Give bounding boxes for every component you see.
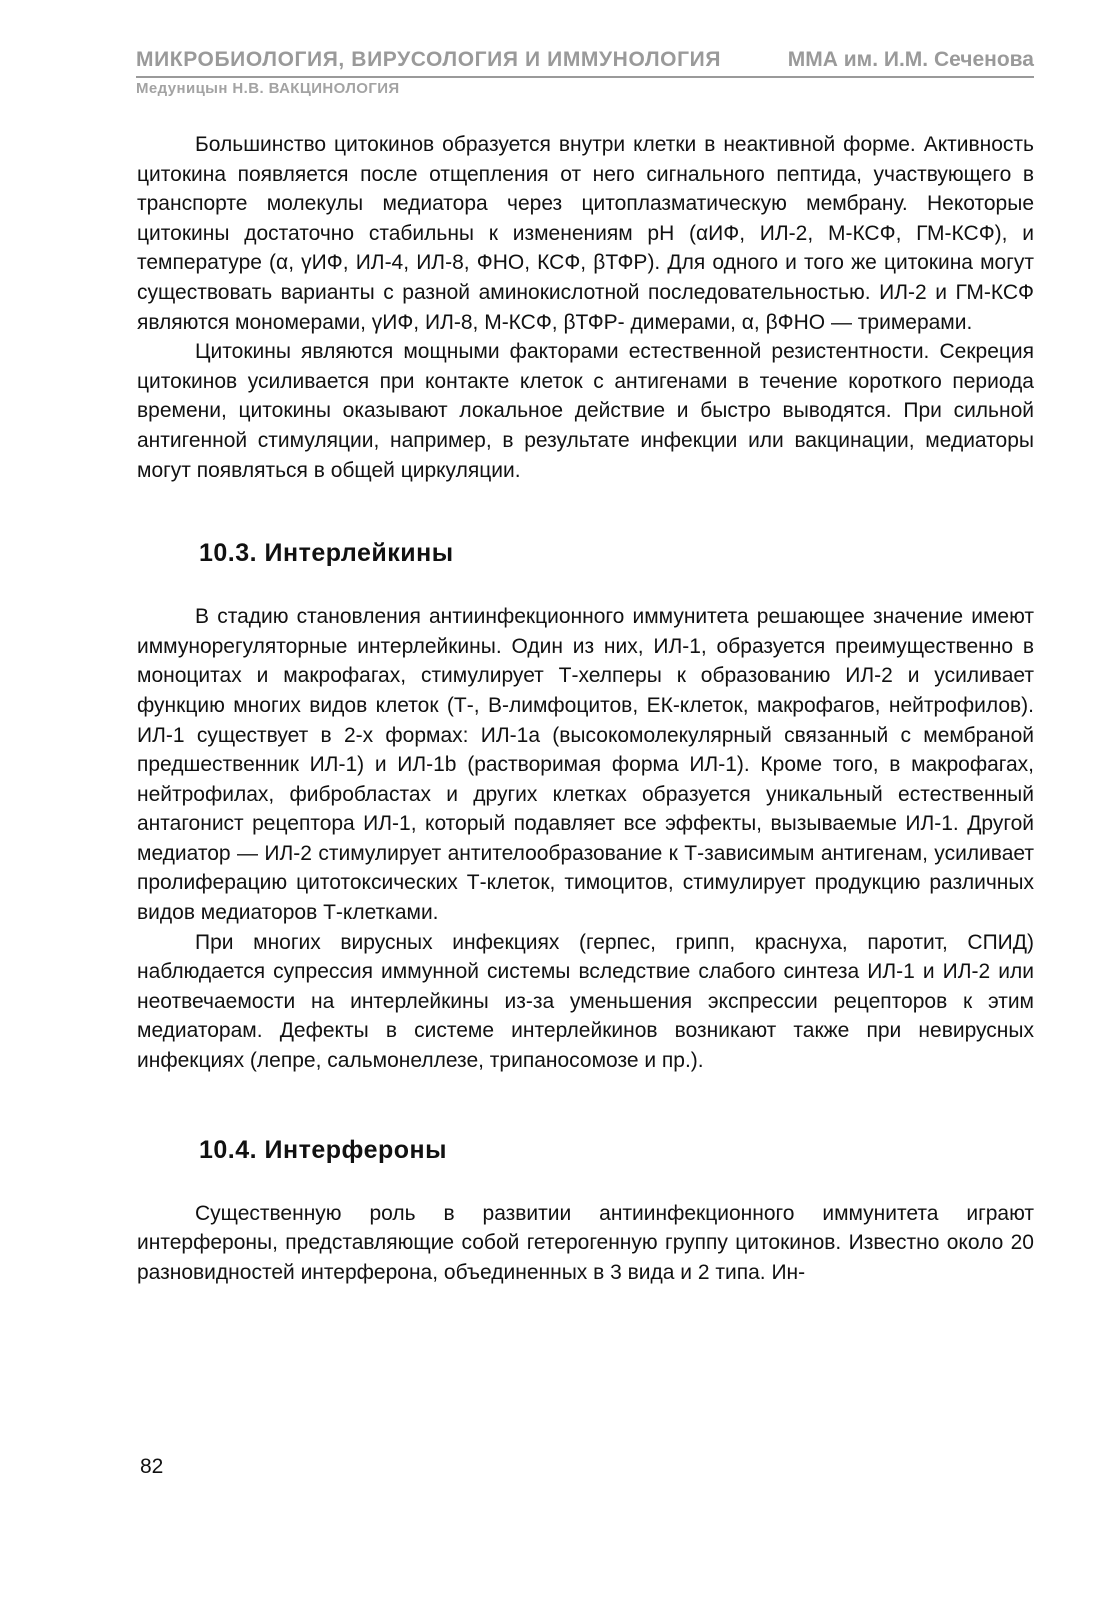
paragraph-cytokine-activation: Большинство цитокинов образуется внутри клетки в неактивной форме. Активность цитокина появляется после отщепления от него сигнального пептида, участвующего в транспорте молекулы медиатора через цитоплазматическую мембрану. Некоторые цитокины достаточно стабильны к изменениям pH (αИФ, ИЛ-2, М-КСФ, ГМ-КСФ), и температуре (α, γИФ, ИЛ-4, ИЛ-8, ФНО, КСФ, βТФР). Для одного и того же цитокина могут существовать варианты с разной аминокислотной последовательностью. ИЛ-2 и ГМ-КСФ являются мономерами, γИФ, ИЛ-8, М-КСФ, βТФР- димерами, α, βФНО — тримерами.	[137, 133, 1034, 334]
page-number: 82	[140, 1455, 164, 1478]
header-journal-title: МИКРОБИОЛОГИЯ, ВИРУСОЛОГИЯ И ИММУНОЛОГИЯ	[136, 48, 722, 71]
page-body	[137, 130, 1034, 1287]
paragraph-interleukins-viral: При многих вирусных инфекциях (герпес, грипп, краснуха, паротит, СПИД) наблюдается супрессия иммунной системы вследствие слабого синтеза ИЛ-1 и ИЛ-2 или неотвечаемости на интерлейкины из-за уменьшения экспрессии рецепторов к этим медиаторам. Дефекты в системе интерлейкинов возникают также при невирусных инфекциях (лепре, сальмонеллезе, трипаносомозе и пр.).	[137, 930, 1034, 1073]
section-heading-interferons: 10.4. Интерфероны	[199, 1135, 447, 1164]
running-header	[136, 46, 1034, 78]
paragraph-interferons-intro: Существенную роль в развитии антиинфекционного иммунитета играют интерфероны, представляющие собой гетерогенную группу цитокинов. Известно около 20 разновидностей интерферона, объединенных в 3 вида и 2 типа. Ин-	[137, 1201, 1034, 1284]
paragraph-cytokine-resistance: Цитокины являются мощными факторами естественной резистентности. Секреция цитокинов усиливается при контакте клеток с антигенами в течение короткого периода времени, цитокины оказывают локальное действие и быстро выводятся. При сильной антигенной стимуляции, например, в результате инфекции или вакцинации, медиаторы могут появляться в общей циркуляции.	[137, 340, 1034, 482]
section-heading-interleukins: 10.3. Интерлейкины	[199, 539, 454, 568]
header-book-title: Медуницын Н.В. ВАКЦИНОЛОГИЯ	[136, 80, 400, 97]
paragraph-interleukins-role: В стадию становления антиинфекционного иммунитета решающее значение имеют иммунорегуляторные интерлейкины. Один из них, ИЛ-1, образуется преимущественно в моноцитах и макрофагах, стимулирует Т-хелперы к образованию ИЛ-2 и усиливает функцию многих видов клеток (Т-, В-лимфоцитов, ЕК-клеток, макрофагов, нейтрофилов). ИЛ-1 существует в 2-х формах: ИЛ-1а (высокомолекулярный связанный с мембраной предшественник ИЛ-1) и ИЛ-1b (растворимая форма ИЛ-1). Кроме того, в макрофагах, нейтрофилах, фибробластах и других клетках образуется уникальный естественный антагонист рецептора ИЛ-1, который подавляет все эффекты, вызываемые ИЛ-1. Другой медиатор — ИЛ-2 стимулирует антителообразование к Т-зависимым антигенам, усиливает пролиферацию цитотоксических Т-клеток, тимоцитов, стимулирует продукцию различных видов медиаторов Т-клетками.	[137, 605, 1034, 925]
header-institution: ММА им. И.М. Сеченова	[787, 48, 1034, 71]
